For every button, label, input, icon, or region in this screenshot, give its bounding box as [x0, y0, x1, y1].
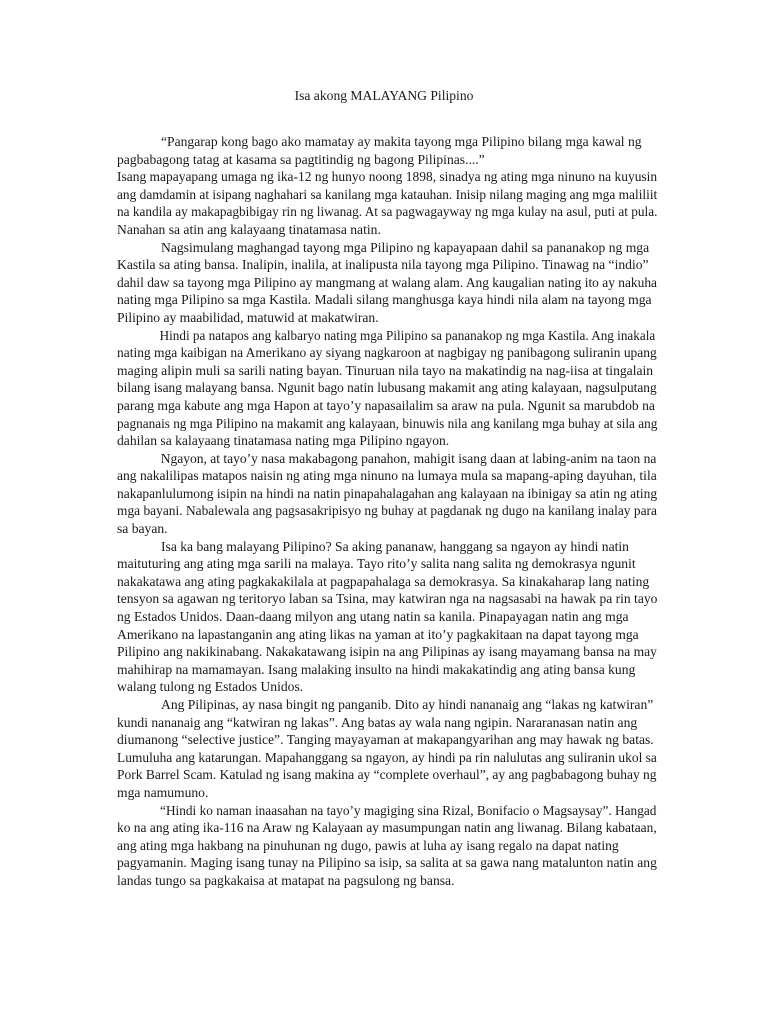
- body-text-line: nakakatawa ang ating pagkakakilala at pagpapahalaga sa demokrasya. Sa kinakaharap lang nating: [117, 573, 650, 589]
- body-text-line: “Pangarap kong bago ako mamatay ay makita tayong mga Pilipino bilang mga kawal ng: [161, 134, 642, 149]
- document-body: [117, 133, 657, 890]
- body-text-line: Pork Barrel Scam. Katulad ng isang makina ay “complete overhaul”, ay ang pagbabagong buhay ng: [117, 767, 657, 783]
- body-text-line: sa bayan.: [117, 521, 168, 537]
- body-text-line: Nanahan sa atin ang kalayaang tinatamasa natin.: [117, 221, 381, 237]
- body-text-line: mga bayani. Nabalewala ang pagsasakripisyo ng buhay at pagdanak ng dugo na kanilang inalay para: [117, 503, 657, 519]
- body-text-line: Hindi pa natapos ang kalbaryo nating mga Pilipino sa pananakop ng mga Kastila. Ang inakala: [159, 327, 656, 343]
- body-text-line: Lumuluha ang katarungan. Mapahanggang sa ngayon, ay hindi pa rin nalulutas ang suliranin ukol sa: [117, 749, 657, 765]
- body-text-line: Kastila sa ating bansa. Inalipin, inalila, at inalipusta nila tayong mga Pilipino. Tinawag na “indio”: [117, 257, 649, 273]
- body-text-line: maituturing ang ating mga sarili na malaya. Tayo rito’y salita nang salita ng demokrasya ngunit: [117, 556, 636, 572]
- body-text-line: dahilan sa kalayaang tinatamasa nating mga Pilipino ngayon.: [117, 433, 450, 449]
- body-text-line: nating mga Pilipino sa mga Kastila. Madali silang manghusga kaya hindi nila alam na tayong mga: [117, 292, 652, 308]
- body-text-line: ko na ang ating ika-116 na Araw ng Kalayaan ay masumpungan natin ang liwanag. Bilang kabataan,: [117, 820, 657, 836]
- body-text-line: ang ating mga hakbang na pinuhunan ng dugo, pawis at luha ay isang regalo na dapat nating: [117, 837, 619, 853]
- body-text-line: maging alipin muli sa sarili nating bayan. Tinuruan nila tayo na makatindig na nag-iisa at tingalain: [117, 362, 654, 378]
- body-text-line: Isa ka bang malayang Pilipino? Sa aking pananaw, hanggang sa ngayon ay hindi natin: [161, 538, 629, 554]
- body-text-line: “Hindi ko naman inaasahan na tayo’y magiging sina Rizal, Bonifacio o Magsaysay”. Hangad: [160, 802, 657, 818]
- body-text-line: ng Estados Unidos. Daan-daang milyon ang utang natin sa kanila. Pinapayagan natin ang mga: [117, 609, 629, 625]
- body-text-line: diumanong “selective justice”. Tanging mayayaman at makapangyarihan ang may hawak ng batas.: [117, 732, 654, 748]
- body-text-line: nating mga kaibigan na Amerikano ay siyang nagkaroon at nagbigay ng panibagong suliranin upang: [117, 345, 657, 361]
- body-text-line: ang damdamin at isipang naghahari sa kanilang mga katauhan. Inisip nilang maging ang mga maliliit: [117, 186, 658, 202]
- body-text-line: Pilipino ay maabilidad, matuwid at makatwiran.: [117, 309, 379, 325]
- body-text-line: Ngayon, at tayo’y nasa makabagong panahon, mahigit isang daan at labing-anim na taon na: [160, 450, 657, 466]
- body-text-line: pagnanais ng mga Pilipino na makamit ang kalayaan, binuwis nila ang kanilang mga buhay at sila ang: [117, 415, 658, 431]
- body-text-line: Nagsimulang maghangad tayong mga Pilipino ng kapayapaan dahil sa pananakop ng mga: [161, 239, 650, 255]
- body-text-line: dahil daw sa tayong mga Pilipino ay mangmang at walang alam. Ang kaugalian nating ito ay nakuha: [117, 274, 658, 290]
- body-text-line: landas tungo sa pagkakaisa at matapat na pagsulong ng bansa.: [117, 872, 455, 888]
- body-text-line: Isang mapayapang umaga ng ika-12 ng hunyo noong 1898, sinadya ng ating mga ninuno na kuyusin: [117, 169, 658, 185]
- body-text-line: mga namumuno.: [117, 784, 209, 800]
- body-text-line: pagyamanin. Maging isang tunay na Pilipino sa isip, sa salita at sa gawa nang matalunton natin ang: [117, 855, 657, 871]
- body-text-line: na kandila ay makapagbibigay rin ng liwanag. At sa pagwagayway ng mga kulay na asul, puti at pula.: [117, 204, 658, 220]
- body-text-line: Amerikano na lapastanganin ang ating likas na yaman at ito’y pagkakitaan na dapat tayong mga: [117, 626, 639, 642]
- body-text-line: tensyon sa agawan ng teritoryo laban sa Tsina, may katwiran nga na nagsasabi na hawak pa rin tayo: [117, 591, 658, 607]
- body-text-line: bilang isang malayang bansa. Ngunit bago natin lubusang makamit ang ating kalayaan, nagsulputang: [117, 380, 657, 396]
- body-text-line: ang nakalilipas matapos naisin ng ating mga ninuno na lumaya mula sa mapang-aping dayuhan, tila: [117, 468, 657, 484]
- body-text-line: Pilipino ang nakikinabang. Nakakatawang isipin na ang Pilipinas ay isang mayamang bansa na may: [117, 644, 657, 660]
- body-text-line: parang mga kabute ang mga Hapon at tayo’y napasailalim sa araw na pula. Ngunit sa marubdob na: [117, 397, 655, 413]
- document-title: Isa akong MALAYANG Pilipino: [294, 88, 474, 103]
- body-text-line: kundi nananaig ang “katwiran ng lakas”. Ang batas ay wala nang ngipin. Nararanasan natin ang: [117, 714, 638, 730]
- body-text-line: nakapanlulumong isipin na hindi na natin pinapahalagahan ang kalayaan na ibinigay sa atin ng ating: [117, 485, 658, 501]
- body-text-line: Ang Pilipinas, ay nasa bingit ng panganib. Dito ay hindi nananaig ang “lakas ng katwiran”: [161, 697, 654, 712]
- body-text-line: pagbabagong tatag at kasama sa pagtitindig ng bagong Pilipinas....”: [117, 151, 485, 167]
- body-text-line: mahihirap na mamamayan. Isang malaking insulto na hindi makakatindig ang ating bansa kung: [117, 661, 636, 677]
- body-text-line: walang tulong ng Estados Unidos.: [117, 679, 304, 695]
